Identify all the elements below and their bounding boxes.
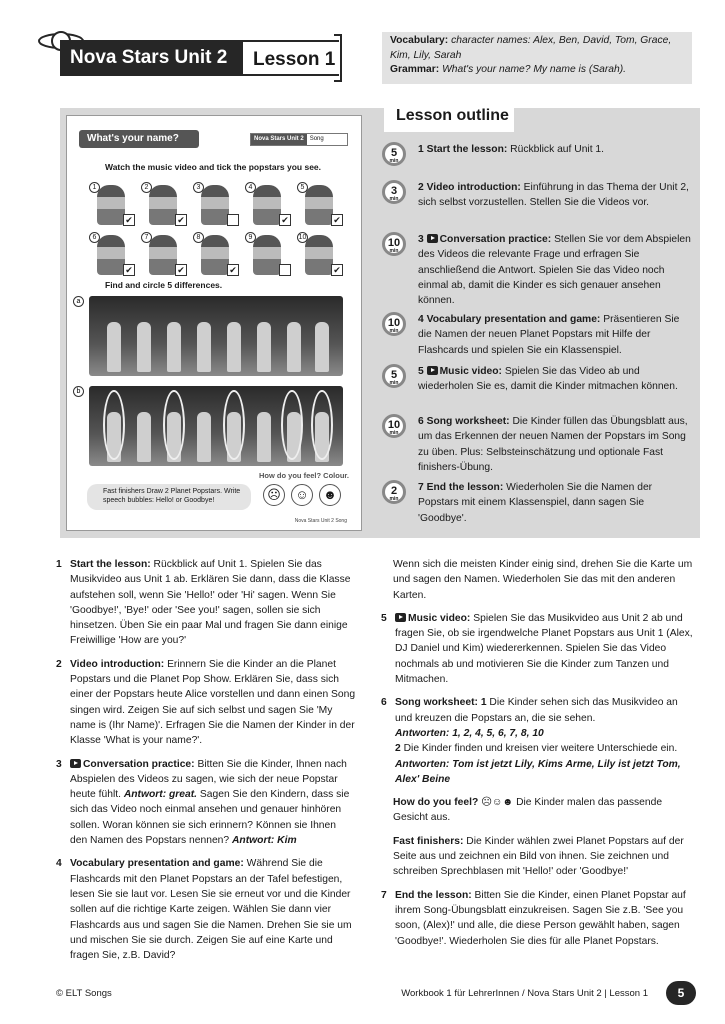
popstar-card: [89, 232, 139, 278]
popstar-card: [297, 182, 347, 228]
tick-box: ✔: [175, 214, 187, 226]
vocabulary-text: character names: Alex, Ben, David, Tom, Grace, Kim, Lily, Sarah: [390, 35, 672, 61]
step-paragraph: 4 Vocabulary presentation and game: Während Sie die Flashcards mit den Planet Popstars an der Tafel befestigen, lesen Sie sie laut vor. Lesen Sie sie erneut vor und die Kinder sollen auf die richtige Karte zeigen. Wählen Sie dann vier Flashcards aus und sagen Sie die Namen. Drehen Sie sie um und mischen Sie sie durch. Zeigen Sie auf eine Karte und fragen Sie, z.B. David?: [56, 858, 352, 962]
clock-icon: 2 min: [382, 480, 406, 504]
popstar-number: 8: [193, 232, 204, 243]
clock-icon: 10 min: [382, 232, 406, 256]
tick-box: ✔: [331, 214, 343, 226]
worksheet-instruction-1: Watch the music video and tick the popstars you see.: [105, 162, 322, 172]
popstar-number: 7: [141, 232, 152, 243]
clock-icon: 5 min: [382, 364, 406, 388]
lesson-title: Lesson 1: [243, 40, 339, 76]
popstar-number: 5: [297, 182, 308, 193]
neutral-face-icon: ☺: [291, 484, 313, 506]
popstar-photo: [149, 185, 177, 225]
popstar-number: 6: [89, 232, 100, 243]
popstar-card: [297, 232, 347, 278]
copyright: © ELT Songs: [56, 988, 112, 999]
popstar-number: 10: [298, 234, 307, 241]
popstar-card: [245, 182, 295, 228]
popstar-number: 3: [193, 182, 204, 193]
fast-finishers-box: Fast finishers Draw 2 Planet Popstars. Write speech bubbles: Hello! or Goodbye!: [87, 484, 251, 510]
clock-icon: 10 min: [382, 414, 406, 438]
tag-type: Song: [309, 136, 324, 142]
outline-title: Lesson outline: [384, 100, 514, 132]
step-paragraph: 3 Conversation practice: Bitten Sie die Kinder, Ihnen nach Abspielen des Videos zu sagen, wie sich der neue Popstar heute fühlt. Antwort: great. Sagen Sie den Kindern, dass sie sich das Video noch einmal ansehen und genauer hinhören sollen. Woran können sie sich erinnern? Können sie Ihnen den Namen des Popstars nennen? Antwort: Kim: [56, 758, 350, 847]
clock-icon: 10 min: [382, 312, 406, 336]
popstar-card: [89, 182, 139, 228]
tick-box: [227, 214, 239, 226]
lesson-header: [60, 40, 350, 78]
play-icon: [427, 234, 438, 243]
clock-icon: 5 min: [382, 142, 406, 166]
step-paragraph: Wenn sich die meisten Kinder einig sind, drehen Sie die Karte um und sagen den Namen. Wiederholen Sie das mit den anderen Karten.: [393, 559, 693, 601]
page-number: 5: [666, 981, 696, 1005]
tick-box: ✔: [123, 214, 135, 226]
worksheet-instruction-2: Find and circle 5 differences.: [105, 280, 223, 290]
popstar-photo: [305, 185, 333, 225]
tick-box: [279, 264, 291, 276]
happy-face-icon: ☻: [319, 484, 341, 506]
popstar-photo: [201, 235, 229, 275]
book-reference: Workbook 1 für LehrerInnen / Nova Stars Unit 2 | Lesson 1: [401, 988, 648, 999]
scene-label: a: [73, 296, 84, 307]
step-paragraph: 5 Music video: Spielen Sie das Musikvideo aus Unit 2 ab und fragen Sie, ob sie irgendwelche Planet Popstars aus Unit 1 (Alex, DJ Daniel und Kim) wiedererkennen. Spielen Sie das Video nochmals ab und motivieren Sie die Kinder zum Tanzen und Mitmachen.: [381, 612, 693, 686]
vocabulary-box: [382, 32, 692, 84]
unit-title: Nova Stars Unit 2: [60, 40, 243, 76]
scene-label: b: [73, 386, 84, 397]
feel-paragraph: How do you feel? ☹☺☻ Die Kinder malen das passende Gesicht aus.: [393, 797, 663, 824]
dance-scene-b: [76, 386, 343, 466]
popstar-photo: [253, 235, 281, 275]
header-bracket: [334, 34, 342, 82]
popstar-photo: [201, 185, 229, 225]
step-paragraph: 6 Song worksheet: 1 Die Kinder sehen sich das Musikvideo an und kreuzen die Popstars an, die sie sehen. Antworten: 1, 2, 4, 5, 6, 7, 8, 10 2 Die Kinder finden und kreisen vier weitere Unterschiede ein. Antworten: Tom ist jetzt Lily, Kims Arme, Lily ist jetzt Tom, Alex' Beine: [381, 697, 681, 785]
fast-finishers-paragraph: Fast finishers: Die Kinder wählen zwei Planet Popstars auf der Seite aus und zeichnen ein Bild von ihnen. Sie zeichnen und schreiben Sprechblasen mit 'Hello!' oder 'Goodbye!': [393, 835, 684, 878]
tag-unit: Nova Stars Unit 2: [251, 134, 307, 145]
dance-scene-a: [76, 296, 343, 376]
body-left-column: [56, 557, 356, 971]
play-icon: [395, 613, 406, 622]
grammar-text: What's your name? My name is (Sarah).: [442, 64, 627, 75]
popstar-card: [141, 232, 191, 278]
play-icon: [427, 366, 438, 375]
grammar-label: Grammar:: [390, 64, 440, 75]
popstar-number: 2: [141, 182, 152, 193]
popstar-photo: [305, 235, 333, 275]
popstar-number: 4: [245, 182, 256, 193]
tick-box: ✔: [227, 264, 239, 276]
step-paragraph: 1 Start the lesson: Rückblick auf Unit 1. Spielen Sie das Musikvideo aus Unit 1 ab. Erklären Sie dann, dass die Klasse aufstehen soll, wenn Sie 'Hello!' oder 'Hi' sagen. Wenn Sie 'Goodbye!', 'Bye!' oder 'See you!' sagen, sollen sie sich hinsetzen. Üben Sie ein paar Mal und fragen Sie dann einige Freiwillige 'How are you?': [56, 559, 351, 647]
worksheet-preview: [66, 115, 362, 531]
vocabulary-label: Vocabulary:: [390, 35, 449, 46]
tick-box: ✔: [331, 264, 343, 276]
body-right-column: [381, 557, 693, 957]
worksheet-footer: Nova Stars Unit 2 Song: [294, 518, 347, 524]
popstar-card: [193, 232, 243, 278]
popstar-card: [245, 232, 295, 278]
popstar-photo: [97, 235, 125, 275]
play-icon: [70, 759, 81, 768]
popstar-number: 9: [245, 232, 256, 243]
faces-icon: ☹☺☻: [481, 797, 514, 809]
worksheet-badge: What's your name?: [79, 130, 199, 148]
sad-face-icon: ☹: [263, 484, 285, 506]
popstar-card: [193, 182, 243, 228]
tick-box: ✔: [279, 214, 291, 226]
how-feel-label: How do you feel? Colour.: [259, 471, 349, 480]
step-paragraph: 2 Video introduction: Erinnern Sie die Kinder an die Planet Popstars und die Planet Pop Show. Erklären Sie, dass sich einer der Popstars heute Alice vorstellen und dann einen Song singen wird. Zeigen Sie auf sich selbst und sagen Sie 'My name is (Ihr Name)'. Erfragen Sie die Namen der Kinder in der Klasse 'What is your name?'.: [56, 658, 356, 747]
popstar-photo: [97, 185, 125, 225]
worksheet-tag: [250, 133, 348, 146]
step-paragraph: 7 End the lesson: Bitten Sie die Kinder, einen Planet Popstar auf ihrem Song-Übungsblatt einzukreisen. Sagen Sie z.B. 'See you soon, (Alex)!' und alle, die diese Person gewählt haben, sagen 'Goodbye!'. Wiederholen Sie dies für alle Planet Popstars.: [381, 889, 686, 947]
popstar-photo: [149, 235, 177, 275]
tick-box: ✔: [175, 264, 187, 276]
popstar-photo: [253, 185, 281, 225]
tick-box: ✔: [123, 264, 135, 276]
popstar-number: 1: [89, 182, 100, 193]
clock-icon: 3 min: [382, 180, 406, 204]
popstar-card: [141, 182, 191, 228]
